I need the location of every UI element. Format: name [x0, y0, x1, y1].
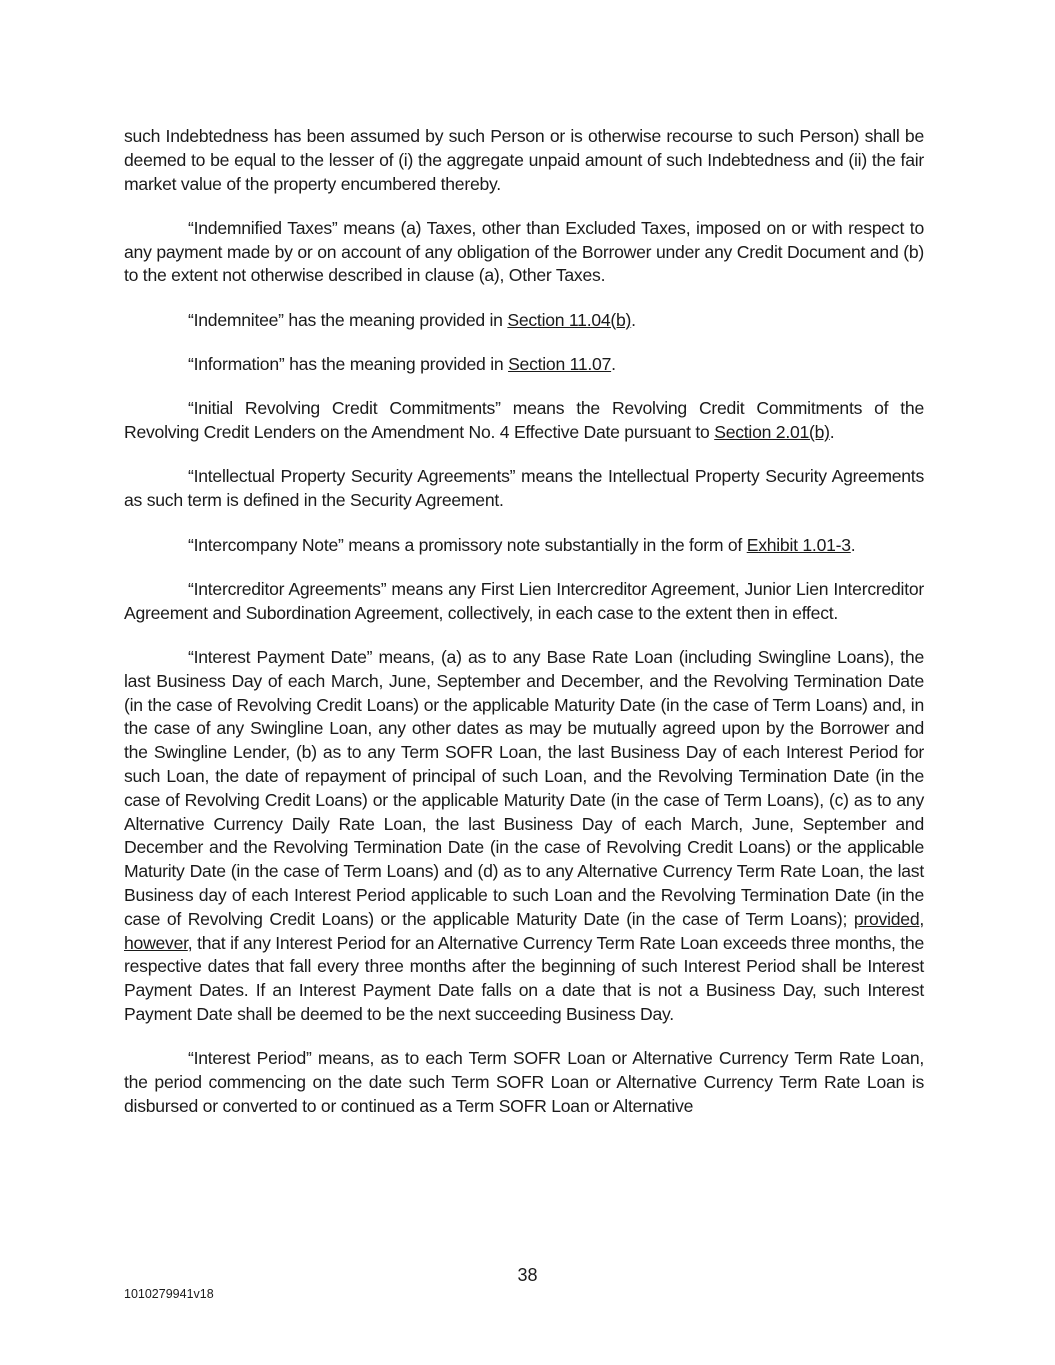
definition-intercompany-note — [124, 534, 924, 558]
defined-term: “Indemnified Taxes” — [188, 217, 338, 238]
document-id: 1010279941v18 — [124, 1287, 214, 1301]
separator-comma: , — [919, 908, 924, 929]
definition-text-end: . — [850, 534, 856, 555]
however-emphasis: however — [124, 932, 188, 953]
defined-term: “Initial Revolving Credit Commitments” — [188, 398, 501, 419]
definition-information — [124, 353, 924, 377]
definition-text: has the meaning provided in — [284, 354, 509, 375]
definition-text: has the meaning provided in — [283, 309, 508, 330]
definition-text-end: . — [611, 354, 616, 375]
defined-term: “Indemnitee” — [188, 309, 284, 330]
definition-text: means (a) Taxes, other than Excluded Taxes, imposed on or with respect to any payment made by or on account of any obligation of the Borrower under any Credit Document and (b) to the extent not otherwise described in clause (a), Other Taxes. — [124, 217, 924, 286]
definition-text-end: . — [829, 422, 835, 443]
definition-intercreditor-agreements — [124, 578, 924, 626]
definition-text-end: . — [631, 309, 636, 330]
definition-ip-security-agreements — [124, 465, 924, 513]
page-number: 38 — [517, 1265, 538, 1285]
defined-term: “Intellectual Property Security Agreements” — [188, 466, 516, 487]
defined-term: “Information” — [188, 354, 285, 375]
definition-text: means, as to each Term SOFR Loan or Alternative Currency Term Rate Loan, the period commencing on the date such Term SOFR Loan or Alternative Currency Term Rate Loan is disbursed or converted to or continued as a Term SOFR Loan or Alternative — [124, 1048, 924, 1116]
definition-text-end: , that if any Interest Period for an Alternative Currency Term Rate Loan exceeds three months, the respective dates that fall every three months after the beginning of such Interest Period shall be Interest Payment Dates. If an Interest Payment Date falls on a date that is not a Business Day, such Interest Payment Date shall be deemed to be the next succeeding Business Day. — [124, 932, 924, 1024]
section-reference: Section 11.07 — [508, 354, 612, 375]
definition-indemnitee — [124, 309, 924, 333]
definition-text: means, (a) as to any Base Rate Loan (including Swingline Loans), the last Business Day of each March, June, September and December, and the Revolving Termination Date (in the case of Revolving Credit Loans) or the applicable Maturity Date (in the case of Term Loans) and, in the case of any Swingline Loan, any other dates as may be mutually agreed upon by the Borrower and the Swingline Lender, (b) as to any Term SOFR Loan, the last Business Day of each Interest Period for such Loan, the date of repayment of principal of such Loan, and the Revolving Termination Date (in the case of Revolving Credit Loans) or the applicable Maturity Date (in the case of Term Loans), (c) as to any Alternative Currency Daily Rate Loan, the last Business Day of each March, June, September and December and the Revolving Termination Date (in the case of Revolving Credit Loans) or the applicable Maturity Date (in the case of Term Loans) and (d) as to any Alternative Currency Term Rate Loan, the last Business day of each Interest Period applicable to such Loan and the Revolving Termination Date (in the case of Revolving Credit Loans) or the applicable Maturity Date (in the case of Term Loans); — [124, 646, 924, 929]
section-reference: Section 2.01(b) — [714, 422, 830, 443]
definition-interest-period — [124, 1047, 924, 1118]
definition-text: means any First Lien Intercreditor Agreement, Junior Lien Intercreditor Agreement and Subordination Agreement, collectively, in each case to the extent then in effect. — [124, 578, 924, 623]
document-body — [124, 125, 924, 1139]
section-reference: Section 11.04(b) — [507, 309, 632, 330]
definition-indemnified-taxes — [124, 217, 924, 288]
definition-text: means the Revolving Credit Commitments of the Revolving Credit Lenders on the Amendment No. 4 Effective Date pursuant to — [124, 398, 924, 443]
provided-emphasis: provided — [853, 908, 920, 929]
defined-term: “Intercreditor Agreements” — [188, 578, 387, 599]
exhibit-reference: Exhibit 1.01-3 — [746, 534, 851, 555]
defined-term: “Interest Payment Date” — [188, 646, 373, 667]
defined-term: “Intercompany Note” — [188, 534, 344, 555]
continuation-paragraph: such Indebtedness has been assumed by such Person or is otherwise recourse to such Person) shall be deemed to be equal to the lesser of (i) the aggregate unpaid amount of such Indebtedness and (ii) the fair market value of the property encumbered thereby. — [124, 126, 924, 194]
defined-term: “Interest Period” — [188, 1048, 312, 1069]
definition-text: means the Intellectual Property Security Agreements as such term is defined in the Security Agreement. — [124, 466, 924, 511]
definition-text: means a promissory note substantially in the form of — [343, 534, 747, 555]
definition-interest-payment-date — [124, 646, 924, 1027]
definition-initial-revolving-credit-commitments — [124, 397, 924, 445]
